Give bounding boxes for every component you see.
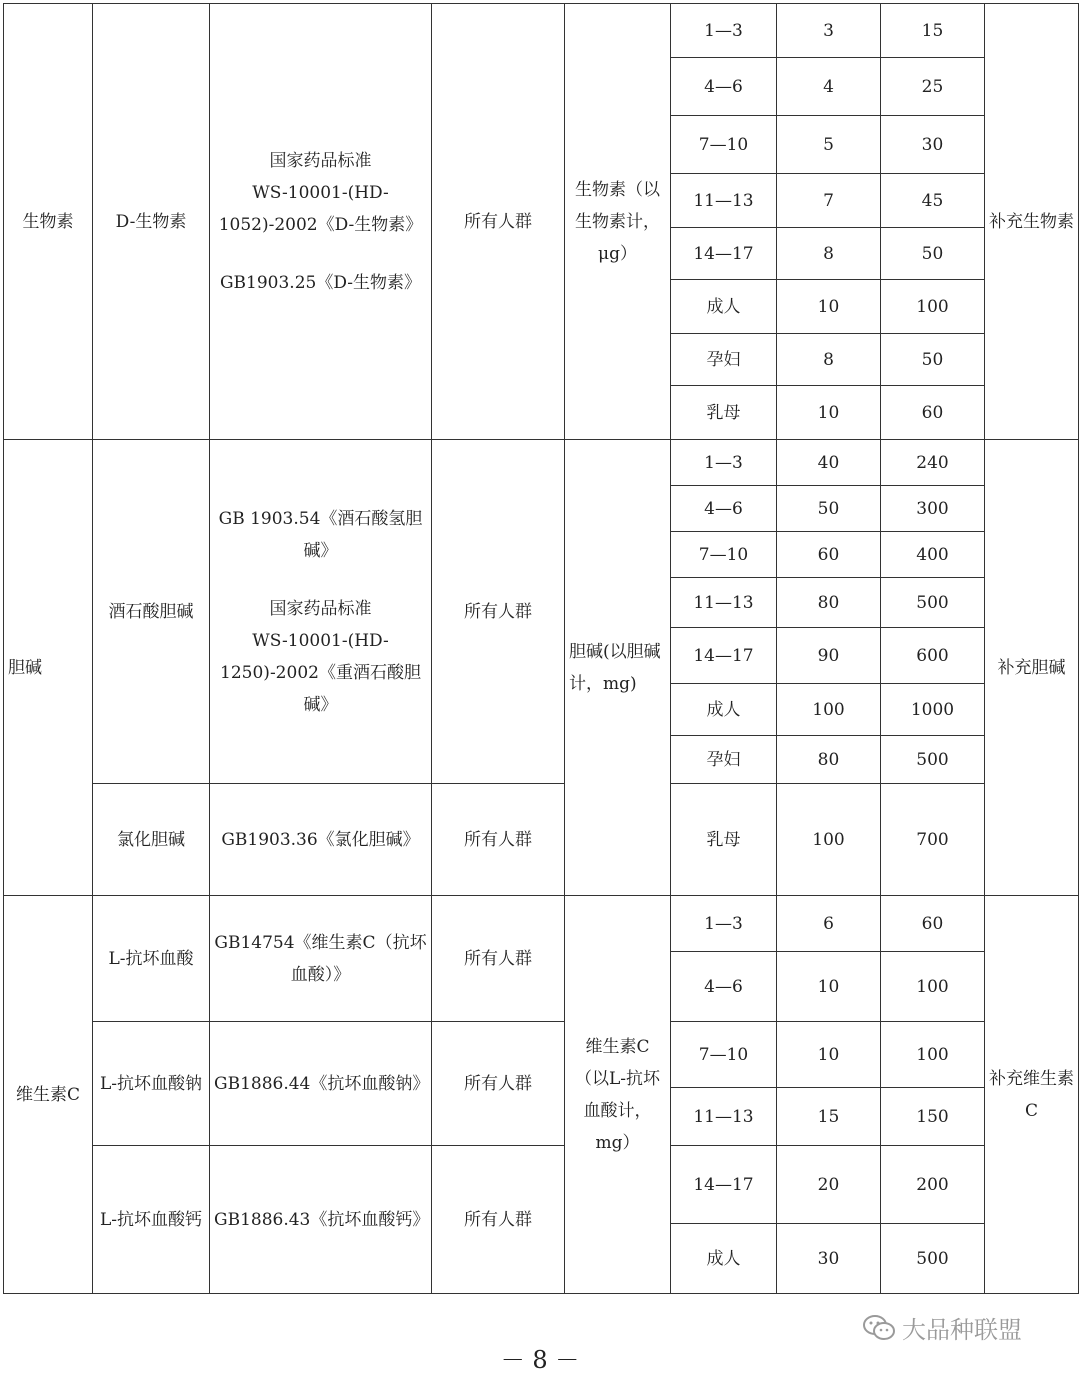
max-value: 60 bbox=[881, 896, 985, 952]
compound-standard bbox=[210, 440, 432, 784]
population: 所有人群 bbox=[432, 784, 565, 896]
max-value: 45 bbox=[881, 174, 985, 228]
standard-line: 国家药品标准 bbox=[269, 150, 372, 171]
age-group: 11—13 bbox=[671, 578, 777, 628]
age-group: 7—10 bbox=[671, 532, 777, 578]
max-value: 100 bbox=[881, 952, 985, 1022]
min-value: 60 bbox=[777, 532, 881, 578]
watermark-text: 大品种联盟 bbox=[902, 1316, 1022, 1344]
age-group: 成人 bbox=[671, 1224, 777, 1294]
age-group: 孕妇 bbox=[671, 334, 777, 386]
age-group: 成人 bbox=[671, 684, 777, 736]
min-value: 15 bbox=[777, 1088, 881, 1146]
min-value: 7 bbox=[777, 174, 881, 228]
min-value: 6 bbox=[777, 896, 881, 952]
age-group: 成人 bbox=[671, 280, 777, 334]
nutrient-name: 维生素C bbox=[4, 896, 93, 1294]
age-group: 乳母 bbox=[671, 386, 777, 440]
max-value: 700 bbox=[881, 784, 985, 896]
function: 补充生物素 bbox=[985, 4, 1079, 440]
nutrient-table bbox=[3, 3, 1079, 1294]
table-row bbox=[4, 4, 1079, 58]
max-value: 600 bbox=[881, 628, 985, 684]
min-value: 8 bbox=[777, 334, 881, 386]
population: 所有人群 bbox=[432, 440, 565, 784]
nutrient-name: 生物素 bbox=[4, 4, 93, 440]
max-value: 100 bbox=[881, 1022, 985, 1088]
max-value: 1000 bbox=[881, 684, 985, 736]
population: 所有人群 bbox=[432, 896, 565, 1022]
max-value: 400 bbox=[881, 532, 985, 578]
compound-name: 氯化胆碱 bbox=[93, 784, 210, 896]
max-value: 300 bbox=[881, 486, 985, 532]
function: 补充维生素C bbox=[985, 896, 1079, 1294]
max-value: 500 bbox=[881, 578, 985, 628]
min-value: 90 bbox=[777, 628, 881, 684]
max-value: 500 bbox=[881, 1224, 985, 1294]
min-value: 10 bbox=[777, 280, 881, 334]
min-value: 20 bbox=[777, 1146, 881, 1224]
compound-standard: GB1886.43《抗坏血酸钙》 bbox=[210, 1146, 432, 1294]
unit: 生物素（以生物素计，μg） bbox=[565, 4, 671, 440]
table-row bbox=[4, 1022, 1079, 1088]
max-value: 50 bbox=[881, 228, 985, 280]
nutrient-name: 胆碱 bbox=[4, 440, 93, 896]
min-value: 10 bbox=[777, 1022, 881, 1088]
min-value: 80 bbox=[777, 578, 881, 628]
compound-standard: GB14754《维生素C（抗坏血酸）》 bbox=[210, 896, 432, 1022]
age-group: 4—6 bbox=[671, 58, 777, 116]
age-group: 14—17 bbox=[671, 1146, 777, 1224]
min-value: 5 bbox=[777, 116, 881, 174]
compound-standard bbox=[210, 4, 432, 440]
wechat-icon bbox=[862, 1314, 896, 1342]
min-value: 10 bbox=[777, 952, 881, 1022]
unit: 胆碱(以胆碱计，mg) bbox=[565, 440, 671, 896]
max-value: 50 bbox=[881, 334, 985, 386]
table-row bbox=[4, 896, 1079, 952]
table-row bbox=[4, 1146, 1079, 1224]
age-group: 11—13 bbox=[671, 1088, 777, 1146]
page-number: － 8 － bbox=[500, 1346, 580, 1374]
max-value: 15 bbox=[881, 4, 985, 58]
min-value: 4 bbox=[777, 58, 881, 116]
standard-line: WS-10001-(HD-1052)-2002《D-生物素》 bbox=[218, 182, 423, 235]
max-value: 500 bbox=[881, 736, 985, 784]
age-group: 14—17 bbox=[671, 228, 777, 280]
age-group: 1—3 bbox=[671, 896, 777, 952]
table-row bbox=[4, 440, 1079, 486]
standard-line: GB 1903.54《酒石酸氢胆碱》 bbox=[218, 508, 423, 561]
max-value: 240 bbox=[881, 440, 985, 486]
min-value: 8 bbox=[777, 228, 881, 280]
min-value: 80 bbox=[777, 736, 881, 784]
standard-line: GB1903.25《D-生物素》 bbox=[219, 272, 422, 293]
population: 所有人群 bbox=[432, 4, 565, 440]
compound-name: L-抗坏血酸钙 bbox=[93, 1146, 210, 1294]
age-group: 7—10 bbox=[671, 116, 777, 174]
table-row bbox=[4, 784, 1079, 896]
age-group: 14—17 bbox=[671, 628, 777, 684]
age-group: 1—3 bbox=[671, 4, 777, 58]
age-group: 孕妇 bbox=[671, 736, 777, 784]
compound-name: L-抗坏血酸 bbox=[93, 896, 210, 1022]
standard-line: WS-10001-(HD-1250)-2002《重酒石酸胆碱》 bbox=[220, 630, 421, 715]
age-group: 乳母 bbox=[671, 784, 777, 896]
age-group: 1—3 bbox=[671, 440, 777, 486]
standard-line: 国家药品标准 bbox=[269, 598, 372, 619]
population: 所有人群 bbox=[432, 1146, 565, 1294]
age-group: 11—13 bbox=[671, 174, 777, 228]
min-value: 40 bbox=[777, 440, 881, 486]
compound-standard: GB1886.44《抗坏血酸钠》 bbox=[210, 1022, 432, 1146]
compound-name: L-抗坏血酸钠 bbox=[93, 1022, 210, 1146]
max-value: 25 bbox=[881, 58, 985, 116]
min-value: 50 bbox=[777, 486, 881, 532]
min-value: 30 bbox=[777, 1224, 881, 1294]
max-value: 60 bbox=[881, 386, 985, 440]
compound-standard: GB1903.36《氯化胆碱》 bbox=[210, 784, 432, 896]
min-value: 10 bbox=[777, 386, 881, 440]
age-group: 4—6 bbox=[671, 952, 777, 1022]
function: 补充胆碱 bbox=[985, 440, 1079, 896]
age-group: 4—6 bbox=[671, 486, 777, 532]
min-value: 100 bbox=[777, 684, 881, 736]
population: 所有人群 bbox=[432, 1022, 565, 1146]
max-value: 30 bbox=[881, 116, 985, 174]
age-group: 7—10 bbox=[671, 1022, 777, 1088]
max-value: 200 bbox=[881, 1146, 985, 1224]
compound-name: 酒石酸胆碱 bbox=[93, 440, 210, 784]
unit: 维生素C（以L-抗坏血酸计，mg） bbox=[565, 896, 671, 1294]
min-value: 3 bbox=[777, 4, 881, 58]
compound-name: D-生物素 bbox=[93, 4, 210, 440]
max-value: 150 bbox=[881, 1088, 985, 1146]
max-value: 100 bbox=[881, 280, 985, 334]
min-value: 100 bbox=[777, 784, 881, 896]
